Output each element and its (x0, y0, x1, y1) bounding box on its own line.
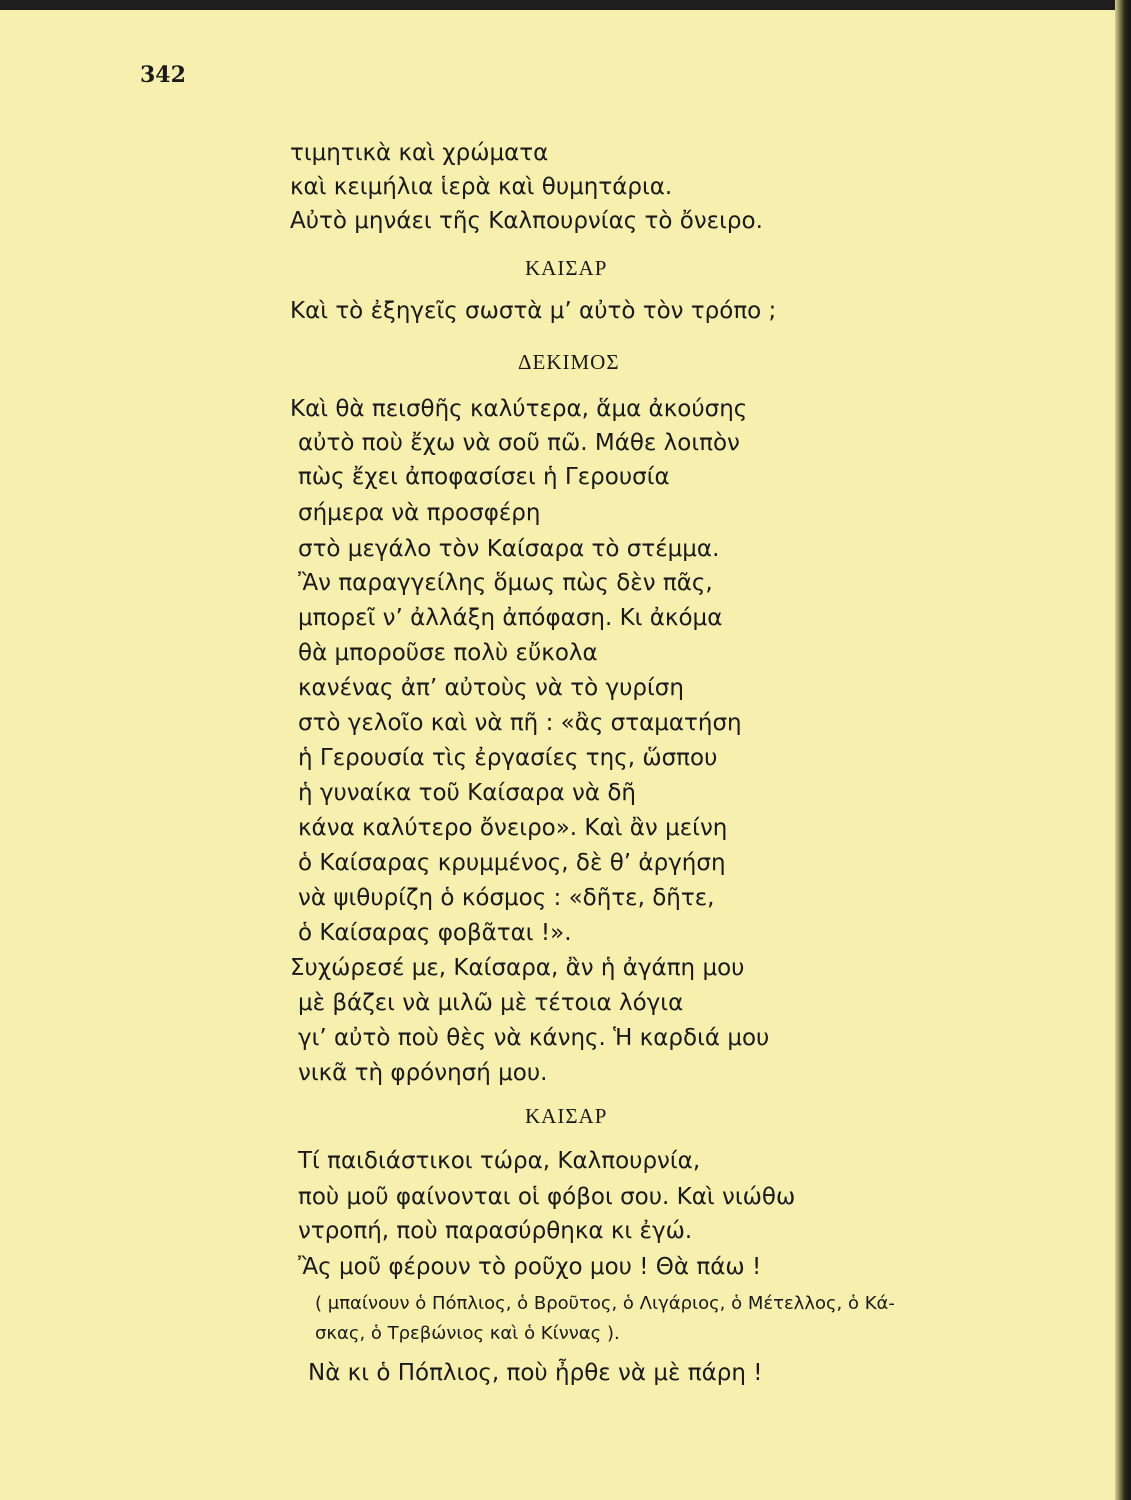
speaker-name: ΚΑΙΣΑΡ (525, 256, 608, 280)
verse-line: ἡ Γερουσία τὶς ἐργασίες της, ὥσπου (298, 745, 718, 771)
verse-line: τιμητικὰ καὶ χρώματα (290, 140, 549, 166)
stage-direction: σκας, ὁ Τρεβώνιος καὶ ὁ Κίννας ). (315, 1323, 620, 1344)
verse-line: σήμερα νὰ προσφέρη (298, 500, 541, 526)
verse-line: πὼς ἔχει ἀποφασίσει ἡ Γερουσία (298, 464, 670, 490)
verse-line: κανένας ἀπ’ αὐτοὺς νὰ τὸ γυρίση (298, 675, 684, 701)
verse-line: Ἂν παραγγείλης ὅμως πὼς δὲν πᾶς, (298, 570, 713, 596)
verse-line: αὐτὸ ποὺ ἔχω νὰ σοῦ πῶ. Μάθε λοιπὸν (298, 430, 740, 456)
verse-line: ὁ Καίσαρας φοβᾶται !». (298, 920, 572, 946)
verse-line: θὰ μποροῦσε πολὺ εὔκολα (298, 640, 598, 666)
verse-line: Συχώρεσέ με, Καίσαρα, ἂν ἡ ἀγάπη μου (290, 955, 745, 981)
page-number: 342 (140, 62, 186, 88)
page-top-edge (0, 0, 1131, 10)
verse-line: ὁ Καίσαρας κρυμμένος, δὲ θ’ ἀργήση (298, 850, 726, 876)
stage-direction: ( μπαίνουν ὁ Πόπλιος, ὁ Βροῦτος, ὁ Λιγάριος, ὁ Μέτελλος, ὁ Κά- (315, 1293, 895, 1314)
speaker-name: ΔΕΚΙΜΟΣ (518, 350, 620, 374)
verse-line: στὸ γελοῖο καὶ νὰ πῆ : «ἂς σταματήση (298, 710, 742, 736)
verse-line: μπορεῖ ν’ ἀλλάξη ἀπόφαση. Κι ἀκόμα (298, 605, 723, 631)
verse-line: Αὐτὸ μηνάει τῆς Καλπουρνίας τὸ ὄνειρο. (290, 208, 763, 234)
verse-line: νὰ ψιθυρίζη ὁ κόσμος : «δῆτε, δῆτε, (298, 885, 715, 911)
verse-line: μὲ βάζει νὰ μιλῶ μὲ τέτοια λόγια (298, 990, 684, 1016)
verse-line: Καὶ τὸ ἐξηγεῖς σωστὰ μ’ αὐτὸ τὸν τρόπο ; (290, 298, 777, 324)
verse-line: ἡ γυναίκα τοῦ Καίσαρα νὰ δῆ (298, 780, 636, 806)
verse-line: κάνα καλύτερο ὄνειρο». Καὶ ἂν μείνη (298, 815, 728, 841)
speaker-name: ΚΑΙΣΑΡ (525, 1104, 608, 1128)
verse-line: Ἂς μοῦ φέρουν τὸ ροῦχο μου ! Θὰ πάω ! (298, 1254, 762, 1280)
page-binding-edge (1115, 0, 1131, 1500)
verse-line: νικᾶ τὴ φρόνησή μου. (298, 1060, 548, 1086)
verse-line: στὸ μεγάλο τὸν Καίσαρα τὸ στέμμα. (298, 536, 720, 562)
verse-line: Καὶ θὰ πεισθῆς καλύτερα, ἅμα ἀκούσης (290, 396, 748, 422)
verse-line: γι’ αὐτὸ ποὺ θὲς νὰ κάνης. Ἡ καρδιά μου (298, 1025, 770, 1051)
verse-line: ποὺ μοῦ φαίνονται οἱ φόβοι σου. Καὶ νιώθω (298, 1184, 796, 1210)
verse-line: Τί παιδιάστικοι τώρα, Καλπουρνία, (298, 1148, 701, 1174)
verse-line: ντροπή, ποὺ παρασύρθηκα κι ἐγώ. (298, 1218, 693, 1244)
verse-line: καὶ κειμήλια ἱερὰ καὶ θυμητάρια. (290, 174, 673, 200)
verse-line: Νὰ κι ὁ Πόπλιος, ποὺ ἦρθε νὰ μὲ πάρη ! (308, 1360, 763, 1386)
